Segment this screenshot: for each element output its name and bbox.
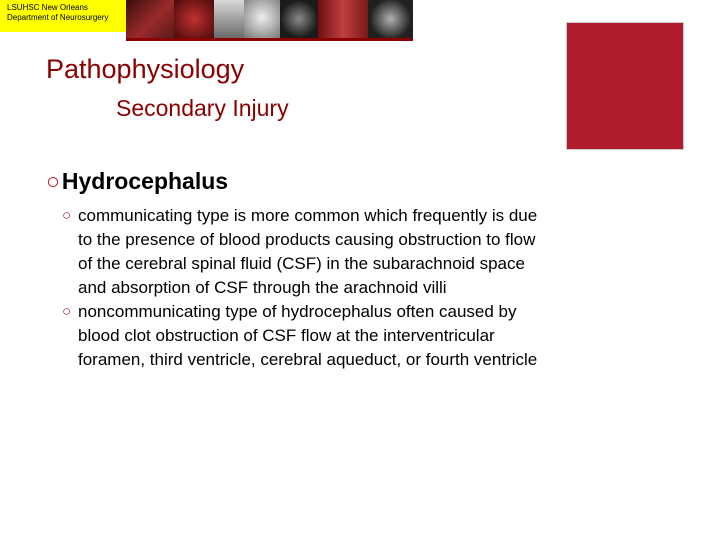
accent-box [566,22,684,150]
badge-line-department: Department of Neurosurgery [7,13,109,22]
medical-image-strip [126,0,413,38]
sub-bullet-text: noncommunicating type of hydrocephalus often caused by blood clot obstruction of CSF flow at the interventricular foramen, third ventricle, cerebral aqueduct, or fourth ventricle [78,302,538,369]
badge-line-institution: LSUHSC New Orleans [7,3,88,12]
institution-badge [0,0,126,32]
mri-scan-image [368,0,413,38]
open-circle-bullet-icon: ○ [62,303,72,320]
open-circle-bullet-icon: ○ [46,168,60,194]
sub-bullet-list [62,204,542,372]
surgical-photo-3 [318,0,368,38]
xray-image [244,0,280,38]
slide-title: Pathophysiology [46,54,245,84]
angiogram-image [214,0,244,38]
list-item [62,300,542,372]
main-bullet [46,168,228,195]
surgical-photo-1 [126,0,174,38]
ct-scan-image [280,0,318,38]
list-item [62,204,542,300]
main-bullet-text: Hydrocephalus [61,168,229,194]
open-circle-bullet-icon: ○ [62,207,72,224]
slide-subtitle: Secondary Injury [116,95,289,121]
surgical-photo-2 [174,0,214,38]
sub-bullet-text: communicating type is more common which frequently is due to the presence of blood products causing obstruction to flow of the cerebral spinal fluid (CSF) in the subarachnoid space and absorption of CSF through the arachnoid villi [78,206,538,297]
header-underline [126,38,413,41]
